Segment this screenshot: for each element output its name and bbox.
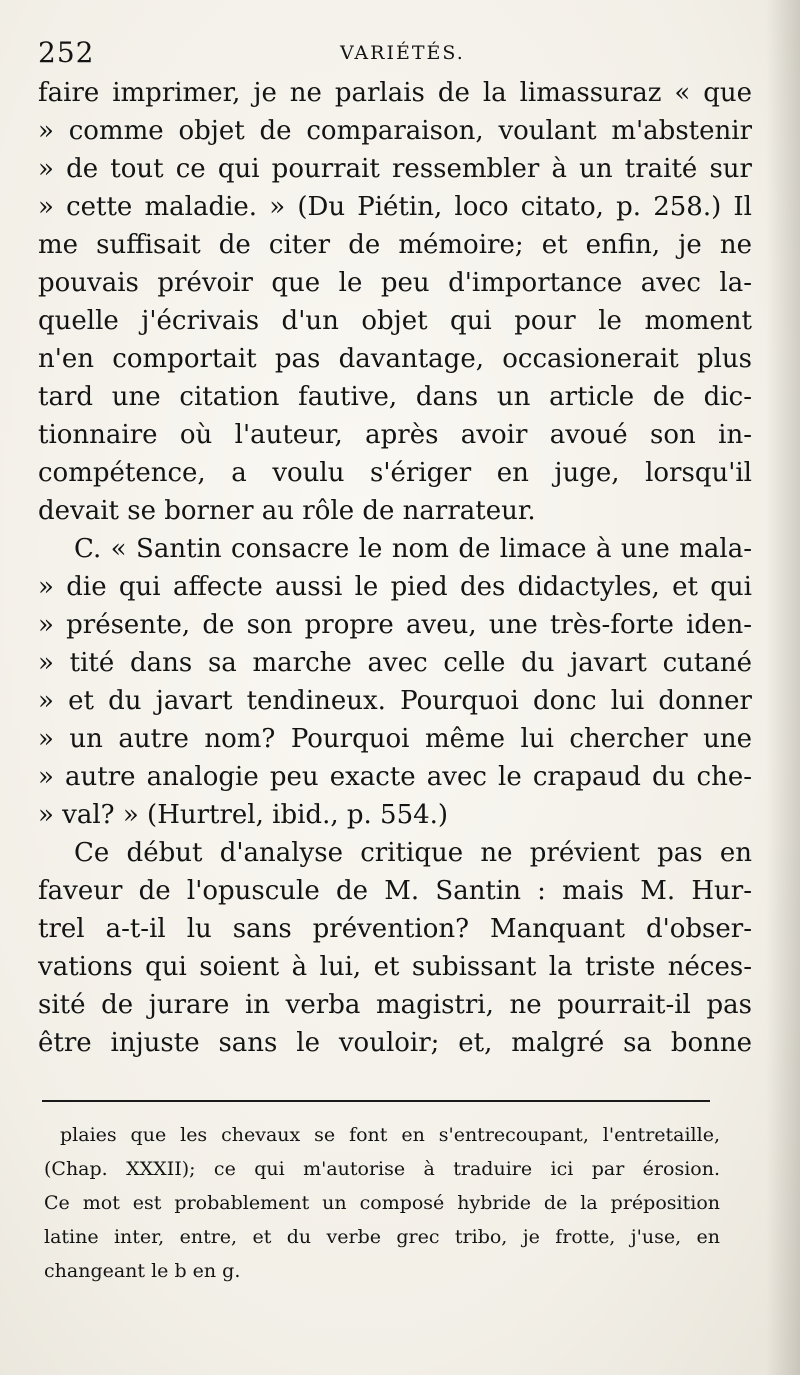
footnote-line: plaies que les chevaux se font en s'entrecoupant, l'entretaille, bbox=[60, 1124, 720, 1146]
footnote bbox=[44, 1118, 720, 1288]
text-line: C. « Santin consacre le nom de limace à une mala- bbox=[74, 534, 752, 564]
footnote-separator bbox=[42, 1100, 710, 1102]
text-line: faveur de l'opuscule de M. Santin : mais M. Hur- bbox=[38, 876, 752, 906]
text-line: » présente, de son propre aveu, une très-forte iden- bbox=[38, 610, 752, 640]
text-line: » autre analogie peu exacte avec le crapaud du che- bbox=[38, 762, 752, 792]
text-line: » et du javart tendineux. Pourquoi donc lui donner bbox=[38, 686, 752, 716]
text-line: trel a-t-il lu sans prévention? Manquant d'obser- bbox=[38, 914, 752, 944]
text-line: » cette maladie. » (Du Piétin, loco citato, p. 258.) Il bbox=[38, 192, 752, 222]
text-line: devait se borner au rôle de narrateur. bbox=[38, 496, 536, 526]
text-line: » die qui affecte aussi le pied des didactyles, et qui bbox=[38, 572, 752, 602]
text-line: vations qui soient à lui, et subissant la triste néces- bbox=[38, 952, 752, 982]
running-head: VARIÉTÉS. bbox=[340, 42, 465, 64]
text-line: » tité dans sa marche avec celle du javart cutané bbox=[38, 648, 752, 678]
page-number: 252 bbox=[38, 36, 95, 69]
text-line: sité de jurare in verba magistri, ne pourrait-il pas bbox=[38, 990, 752, 1020]
text-line: n'en comportait pas davantage, occasionerait plus bbox=[38, 344, 752, 374]
text-line: faire imprimer, je ne parlais de la limassuraz « que bbox=[38, 78, 752, 108]
text-line: » comme objet de comparaison, voulant m'abstenir bbox=[38, 116, 752, 146]
text-line: pouvais prévoir que le peu d'importance avec la- bbox=[38, 268, 752, 298]
text-line: être injuste sans le vouloir; et, malgré sa bonne bbox=[38, 1028, 752, 1058]
footnote-line: (Chap. XXXII); ce qui m'autorise à traduire ici par érosion. bbox=[44, 1158, 720, 1180]
text-line: me suffisait de citer de mémoire; et enfin, je ne bbox=[38, 230, 752, 260]
main-text bbox=[38, 74, 752, 1062]
footnote-line: latine inter, entre, et du verbe grec tribo, je frotte, j'use, en bbox=[44, 1226, 720, 1248]
text-line: tionnaire où l'auteur, après avoir avoué son in- bbox=[38, 420, 752, 450]
text-line: » de tout ce qui pourrait ressembler à un traité sur bbox=[38, 154, 752, 184]
page-edge-shadow bbox=[766, 0, 800, 1375]
text-line: » val? » (Hurtrel, ibid., p. 554.) bbox=[38, 800, 449, 830]
text-line: Ce début d'analyse critique ne prévient pas en bbox=[74, 838, 752, 868]
footnote-line: Ce mot est probablement un composé hybride de la préposition bbox=[44, 1192, 720, 1214]
text-line: compétence, a voulu s'ériger en juge, lorsqu'il bbox=[38, 458, 752, 488]
page-header bbox=[38, 30, 748, 70]
text-line: » un autre nom? Pourquoi même lui chercher une bbox=[38, 724, 752, 754]
text-line: quelle j'écrivais d'un objet qui pour le moment bbox=[38, 306, 752, 336]
text-line: tard une citation fautive, dans un article de dic- bbox=[38, 382, 752, 412]
footnote-line: changeant le b en g. bbox=[44, 1260, 241, 1282]
